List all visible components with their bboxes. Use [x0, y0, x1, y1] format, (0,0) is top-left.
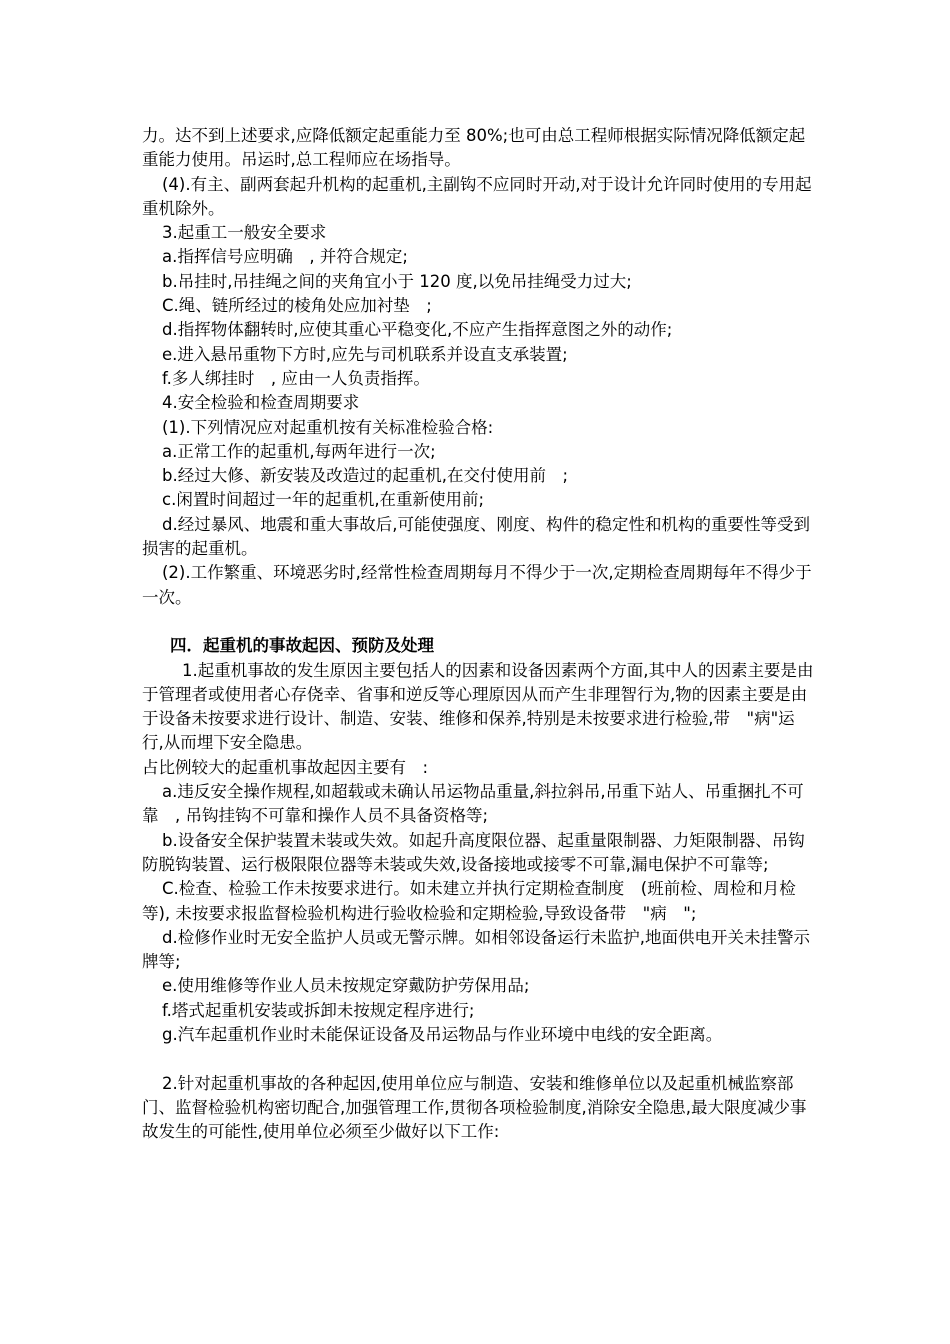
spacer	[142, 1047, 814, 1071]
list-item: c.闲置时间超过一年的起重机,在重新使用前;	[162, 490, 485, 510]
subheading-inspection-cycle: 4.安全检验和检查周期要求	[162, 393, 360, 413]
list-item: b.设备安全保护装置未装或失效。如起升高度限位器、起重量限制器、力矩限制器、吊钩防脱钩装置、运行极限限位器等未装或失效,设备接地或接零不可靠,漏电保护不可靠等;	[142, 830, 805, 874]
list-item: a.正常工作的起重机,每两年进行一次;	[162, 441, 436, 461]
list-item: f.多人绑挂时 , 应由一人负责指挥。	[162, 368, 430, 388]
paragraph-major-causes-intro: 占比例较大的起重机事故起因主要有 :	[142, 757, 429, 777]
list-item: e.使用维修等作业人员未按规定穿戴防护劳保用品;	[162, 976, 530, 996]
section-heading: 四．起重机的事故起因、预防及处理	[170, 636, 434, 656]
paragraph-prevention-measures: 2.针对起重机事故的各种起因,使用单位应与制造、安装和维修单位以及起重机械监察部门、监督检验机构密切配合,加强管理工作,贯彻各项检验制度,消除安全隐患,最大限度减少事故发生的可能性,使用单位必须至少做好以下工作:	[142, 1073, 807, 1142]
list-item: d.检修作业时无安全监护人员或无警示牌。如相邻设备运行未监护,地面供电开关未挂警示牌等;	[142, 927, 810, 972]
list-item: C.绳、链所经过的棱角处应加衬垫 ;	[162, 296, 432, 316]
document-body	[142, 124, 814, 1144]
list-item: d.指挥物体翻转时,应使其重心平稳变化,不应产生指挥意图之外的动作;	[162, 320, 673, 340]
list-item: g.汽车起重机作业时未能保证设备及吊运物品与作业环境中电线的安全距离。	[162, 1024, 723, 1044]
list-item: a.违反安全操作规程,如超载或未确认吊运物品重量,斜拉斜吊,吊重下站人、吊重捆扎不可靠 , 吊钩挂钩不可靠和操作人员不具备资格等;	[142, 782, 804, 826]
list-item: f.塔式起重机安装或拆卸未按规定程序进行;	[162, 1000, 475, 1020]
list-item: e.进入悬吊重物下方时,应先与司机联系并设直支承装置;	[162, 344, 568, 364]
list-item: a.指挥信号应明确 , 并符合规定;	[162, 247, 408, 267]
list-item: b.经过大修、新安装及改造过的起重机,在交付使用前 ;	[162, 466, 569, 486]
paragraph-load-capacity: 力。达不到上述要求,应降低额定起重能力至 80%;也可由总工程师根据实际情况降低额定起重能力使用。吊运时,总工程师应在场指导。	[142, 126, 806, 170]
paragraph-inspection-conditions: (1).下列情况应对起重机按有关标准检验合格:	[162, 417, 494, 437]
paragraph-heavy-duty-inspection: (2).工作繁重、环境恶劣时,经常性检查周期每月不得少于一次,定期检查周期每年不得少于一次。	[142, 563, 812, 607]
list-item: b.吊挂时,吊挂绳之间的夹角宜小于 120 度,以免吊挂绳受力过大;	[162, 271, 632, 291]
subheading-rigger-safety: 3.起重工一般安全要求	[162, 223, 327, 243]
list-item: C.检查、检验工作未按要求进行。如未建立并执行定期检查制度 (班前检、周检和月检等), 未按要求报监督检验机构进行验收检验和定期检验,导致设备带 "病 ";	[142, 879, 796, 923]
spacer	[142, 610, 814, 634]
paragraph-accident-causes: 1.起重机事故的发生原因主要包括人的因素和设备因素两个方面,其中人的因素主要是由于管理者或使用者心存侥幸、省事和逆反等心理原因从而产生非理智行为,物的因素主要是由于设备未按要求进行设计、制造、安装、维修和保养,特别是未按要求进行检验,带 "病"运行,从而埋下安全隐患。	[142, 660, 814, 753]
list-item: d.经过暴风、地震和重大事故后,可能使强度、刚度、构件的稳定性和机构的重要性等受到损害的起重机。	[142, 514, 810, 559]
paragraph-dual-hoist: (4).有主、副两套起升机构的起重机,主副钩不应同时开动,对于设计允许同时使用的专用起重机除外。	[142, 174, 812, 218]
